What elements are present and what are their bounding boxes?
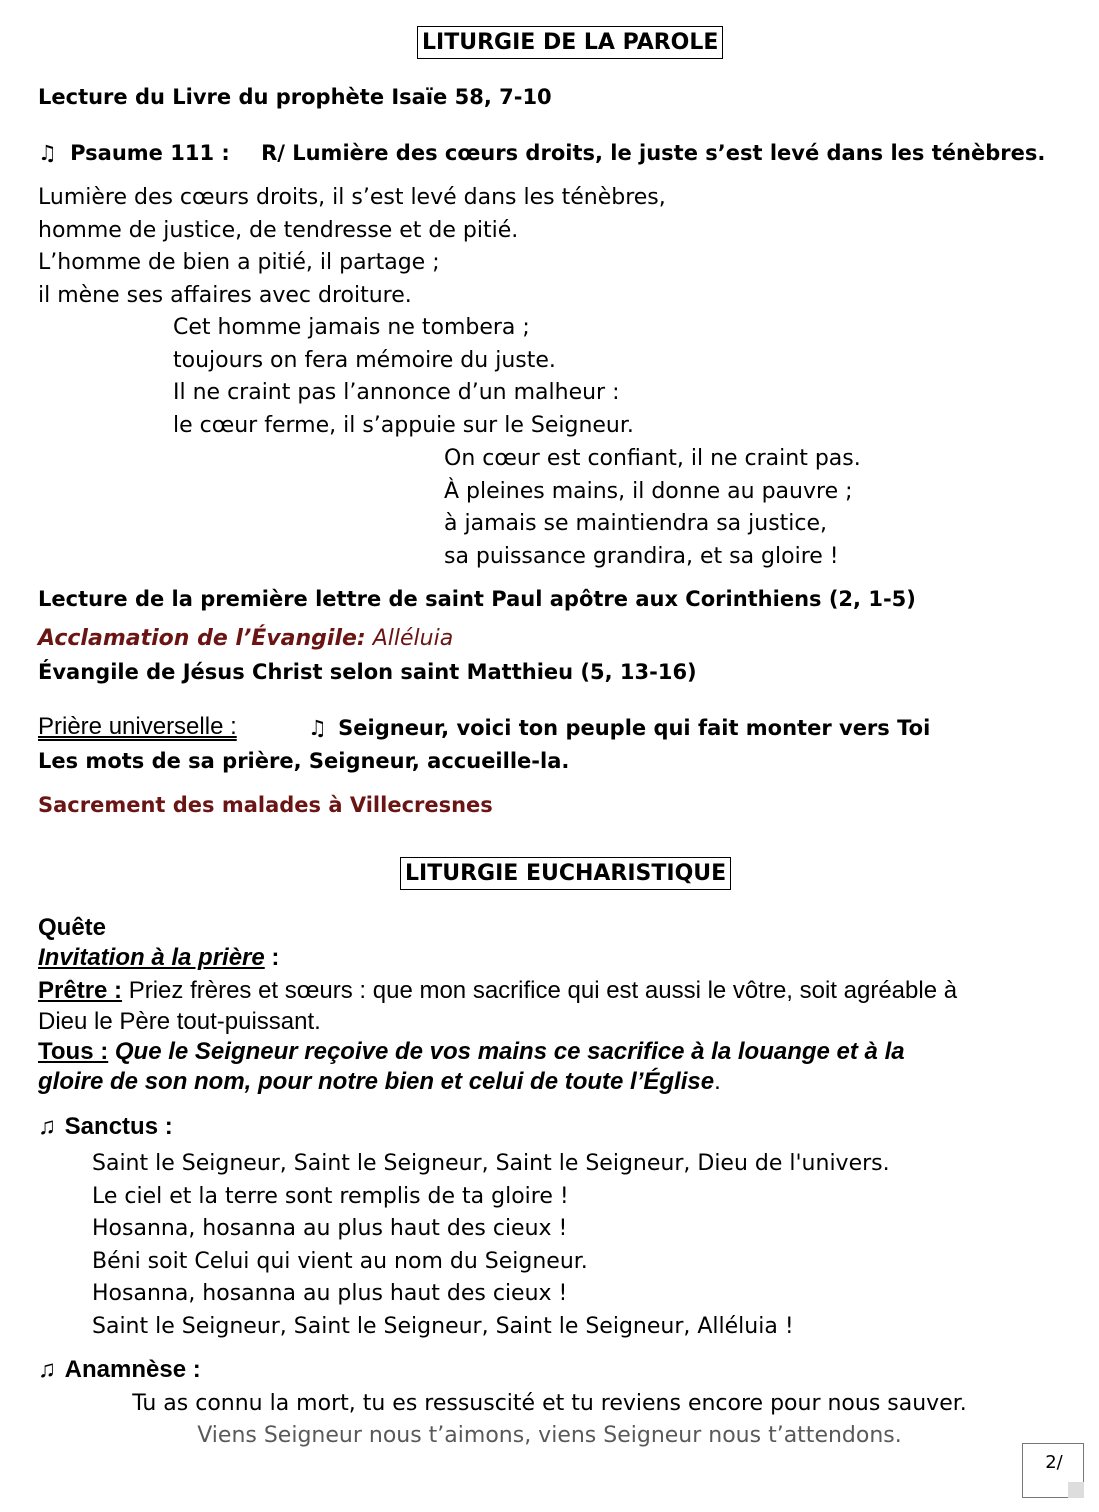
invitation — [38, 944, 279, 972]
verse-line: sa puissance grandira, et sa gloire ! — [444, 544, 839, 570]
psaume-header — [38, 140, 1045, 166]
verse-line: On cœur est confiant, il ne craint pas. — [444, 446, 861, 471]
verse-line: Cet homme jamais ne tombera ; — [173, 315, 530, 340]
verse-line: le cœur ferme, il s’appuie sur le Seigneur. — [173, 413, 634, 439]
sanctus-line: Béni soit Celui qui vient au nom du Seigneur. — [92, 1248, 588, 1274]
section-title-eucharistique: LITURGIE EUCHARISTIQUE — [400, 857, 731, 890]
page-fold-icon — [1068, 1482, 1084, 1498]
priere-refrain-text: Seigneur, voici ton peuple qui fait monter vers Toi — [338, 716, 931, 740]
evangile: Évangile de Jésus Christ selon saint Matthieu (5, 13-16) — [38, 660, 697, 684]
page-number-box — [1022, 1443, 1084, 1498]
sanctus-line: Le ciel et la terre sont remplis de ta gloire ! — [92, 1183, 569, 1209]
tous-label: Tous : — [38, 1038, 109, 1065]
music-note-icon: ♫ — [38, 1356, 56, 1383]
anamnese-line-2-wrap — [0, 1423, 1099, 1449]
invitation-colon: : — [264, 944, 280, 971]
sanctus-line: Saint le Seigneur, Saint le Seigneur, Saint le Seigneur, Alléluia ! — [92, 1313, 794, 1339]
tous-period: . — [714, 1068, 721, 1095]
priere-refrain-line-1 — [308, 715, 930, 741]
sanctus-header — [38, 1113, 173, 1141]
music-note-icon: ♫ — [38, 1113, 56, 1140]
sanctus-label: Sanctus : — [64, 1113, 173, 1140]
page-number: 2/ — [1045, 1452, 1063, 1473]
acclamation-label: Acclamation de l’Évangile: — [38, 626, 366, 651]
anamnese-line-1-wrap — [0, 1391, 1099, 1417]
acclamation — [38, 626, 453, 652]
psaume-label: Psaume 111 : — [70, 141, 230, 165]
lecture-1: Lecture du Livre du prophète Isaïe 58, 7-10 — [38, 85, 552, 109]
psaume-stanza-3 — [444, 443, 861, 574]
priere-label: Prière universelle : — [38, 713, 237, 740]
anamnese-header — [38, 1356, 201, 1384]
verse-line: Il ne craint pas l’annonce d’un malheur : — [173, 380, 620, 406]
invitation-label: Invitation à la prière — [38, 944, 265, 971]
quete: Quête — [38, 914, 107, 941]
anamnese-label: Anamnèse : — [64, 1356, 201, 1383]
psaume-stanza-1 — [38, 182, 666, 313]
sanctus-line: Hosanna, hosanna au plus haut des cieux ! — [92, 1216, 568, 1241]
pretre-text-cont: Dieu le Père tout-puissant. — [38, 1008, 321, 1035]
sanctus-line: Saint le Seigneur, Saint le Seigneur, Saint le Seigneur, Dieu de l'univers. — [92, 1151, 890, 1176]
tous-text-cont: gloire de son nom, pour notre bien et celui de toute l’Église — [38, 1068, 715, 1095]
verse-line: L’homme de bien a pitié, il partage ; — [38, 250, 440, 276]
tous-text: Que le Seigneur reçoive de vos mains ce sacrifice à la louange et à la — [108, 1038, 905, 1065]
sanctus-text — [92, 1148, 890, 1343]
verse-line: Lumière des cœurs droits, il s’est levé dans les ténèbres, — [38, 185, 666, 210]
pretre-block — [38, 975, 957, 1037]
verse-line: À pleines mains, il donne au pauvre ; — [444, 478, 853, 504]
verse-line: homme de justice, de tendresse et de pitié. — [38, 217, 519, 243]
music-note-icon: ♫ — [308, 716, 327, 740]
anamnese-line-2: Viens Seigneur nous t’aimons, viens Seigneur nous t’attendons. — [197, 1423, 902, 1448]
verse-line: à jamais se maintiendra sa justice, — [444, 511, 828, 537]
sacrement: Sacrement des malades à Villecresnes — [38, 793, 493, 817]
pretre-text: Priez frères et sœurs : que mon sacrifice qui est aussi le vôtre, soit agréable à — [122, 977, 958, 1004]
lecture-2: Lecture de la première lettre de saint Paul apôtre aux Corinthiens (2, 1-5) — [38, 587, 916, 611]
section-title-parole: LITURGIE DE LA PAROLE — [417, 26, 723, 59]
music-note-icon: ♫ — [38, 141, 57, 165]
sanctus-line: Hosanna, hosanna au plus haut des cieux ! — [92, 1281, 568, 1306]
verse-line: toujours on fera mémoire du juste. — [173, 347, 556, 373]
pretre-label: Prêtre : — [38, 977, 123, 1004]
verse-line: il mène ses affaires avec droiture. — [38, 283, 412, 309]
acclamation-value: Alléluia — [372, 626, 454, 651]
priere-refrain-line-2: Les mots de sa prière, Seigneur, accueille-la. — [38, 749, 570, 773]
anamnese-line-1: Tu as connu la mort, tu es ressuscité et tu reviens encore pour nous sauver. — [132, 1391, 967, 1416]
tous-block — [38, 1037, 905, 1097]
psaume-refrain: R/ Lumière des cœurs droits, le juste s’est levé dans les ténèbres. — [261, 141, 1046, 165]
psaume-stanza-2 — [173, 312, 634, 443]
